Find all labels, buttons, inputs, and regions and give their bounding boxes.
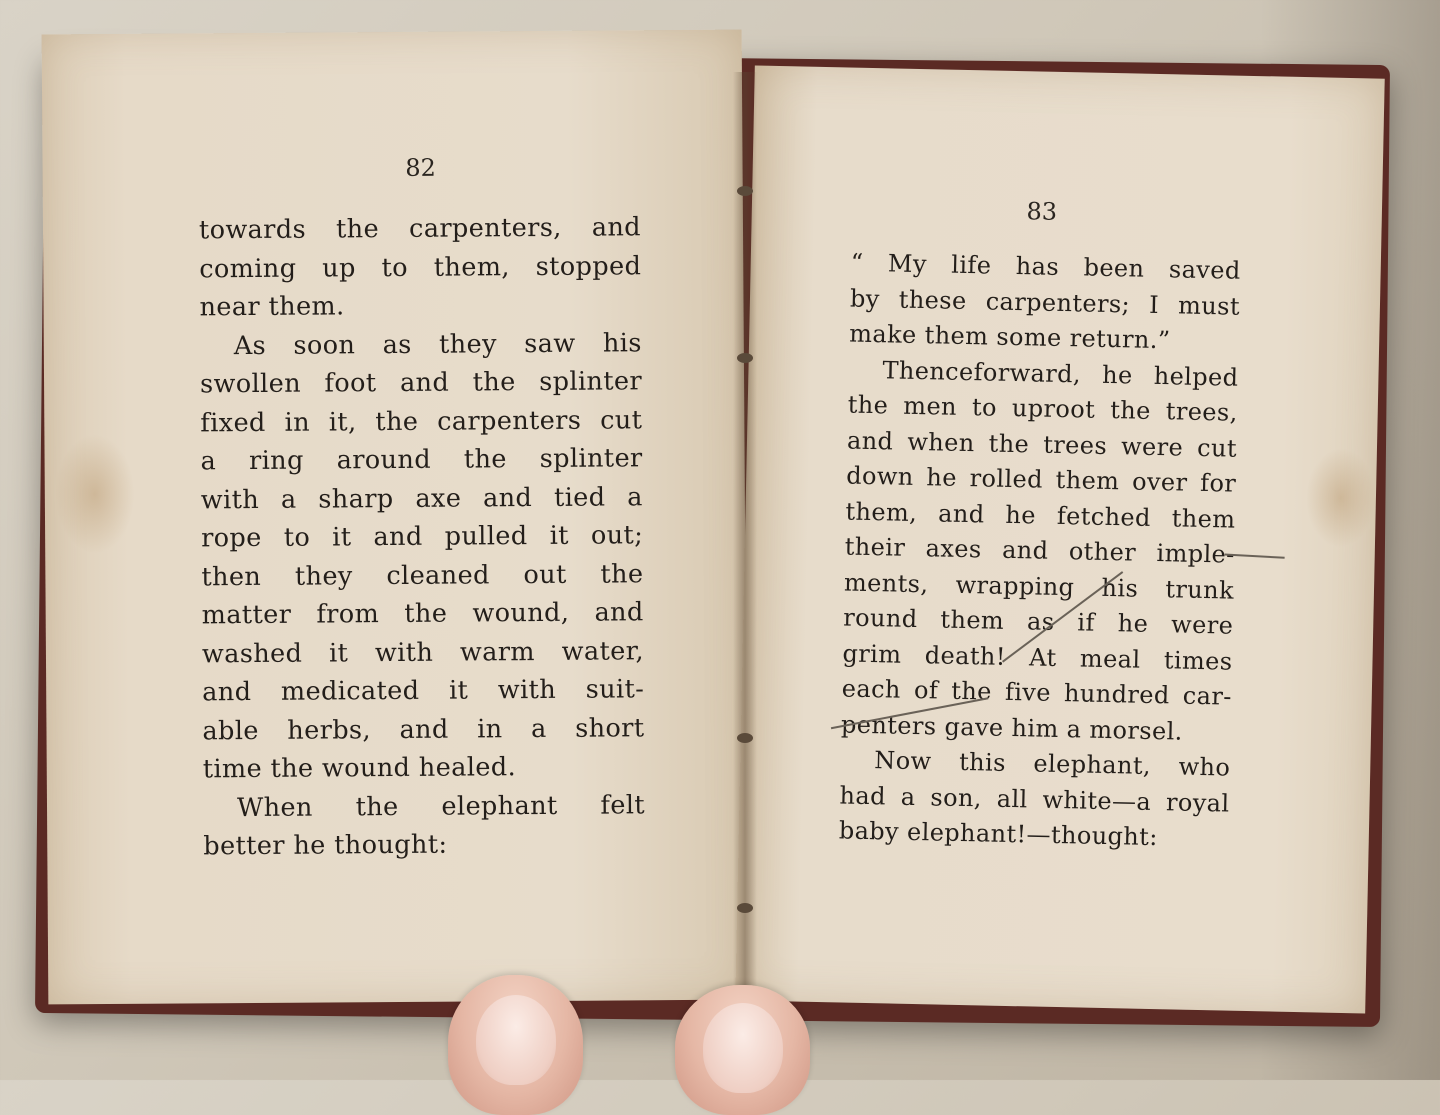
text-line: better he thought:: [203, 829, 448, 862]
page-stain: [54, 434, 135, 555]
text-line: swollen foot and the splinter: [199, 366, 643, 400]
text-line: washed it with warm water,: [201, 635, 645, 669]
text-line: the men to uproot the trees,: [847, 390, 1238, 427]
text-line: and medicated it with suit-: [202, 674, 645, 708]
page-number-left: 82: [405, 153, 436, 182]
text-line: Now this elephant, who: [874, 746, 1231, 782]
text-line: rope to it and pulled it out;: [201, 520, 644, 554]
text-line: them, and he fetched them: [845, 497, 1236, 534]
right-page-text: [838, 246, 1241, 858]
text-line: each of the five hundred car-: [841, 674, 1233, 711]
text-line: a ring around the splinter: [200, 443, 643, 477]
text-line: matter from the wound, and: [201, 597, 644, 631]
text-line: time the wound healed.: [202, 752, 517, 785]
text-line: near them.: [199, 291, 345, 323]
text-line: by these carpenters; I must: [849, 284, 1241, 321]
text-line: baby elephant!—thought:: [838, 816, 1159, 852]
text-line: and when the trees were cut: [846, 426, 1238, 463]
text-line: round them as if he were: [843, 603, 1234, 640]
text-line: down he rolled them over for: [846, 461, 1237, 498]
binding-stitch: [737, 353, 753, 363]
text-line: penters gave him a morsel.: [840, 709, 1184, 746]
text-line: Thenceforward, he helped: [882, 355, 1239, 392]
book-gutter: [733, 72, 757, 1002]
binding-stitch: [737, 733, 753, 743]
right-thumb: [675, 985, 810, 1115]
text-line: ments, wrapping his trunk: [843, 567, 1235, 605]
text-line: As soon as they saw his: [233, 327, 642, 361]
text-line: make them some return.”: [848, 319, 1171, 355]
left-thumb: [448, 975, 583, 1115]
text-line: coming up to them, stopped: [199, 250, 642, 284]
text-line: then they cleaned out the: [201, 558, 644, 592]
right-page: [735, 66, 1384, 1014]
text-line: “ My life has been saved: [850, 248, 1241, 285]
binding-stitch: [737, 186, 753, 196]
text-line: their axes and other imple-: [844, 532, 1236, 569]
text-line: able herbs, and in a short: [202, 712, 645, 746]
text-line: with a sharp axe and tied a: [200, 481, 643, 515]
page-number-right: 83: [1026, 197, 1058, 226]
page-stain: [1305, 447, 1377, 548]
left-page: [42, 30, 749, 1005]
thumbnail: [476, 995, 556, 1085]
text-line: had a son, all white—a royal: [839, 780, 1230, 818]
text-line: fixed in it, the carpenters cut: [200, 404, 643, 438]
binding-stitch: [737, 903, 753, 913]
text-line: When the elephant felt: [236, 789, 646, 823]
text-line: towards the carpenters, and: [198, 212, 642, 246]
left-page-text: [199, 208, 646, 866]
text-line: grim death! At meal times: [842, 638, 1233, 676]
